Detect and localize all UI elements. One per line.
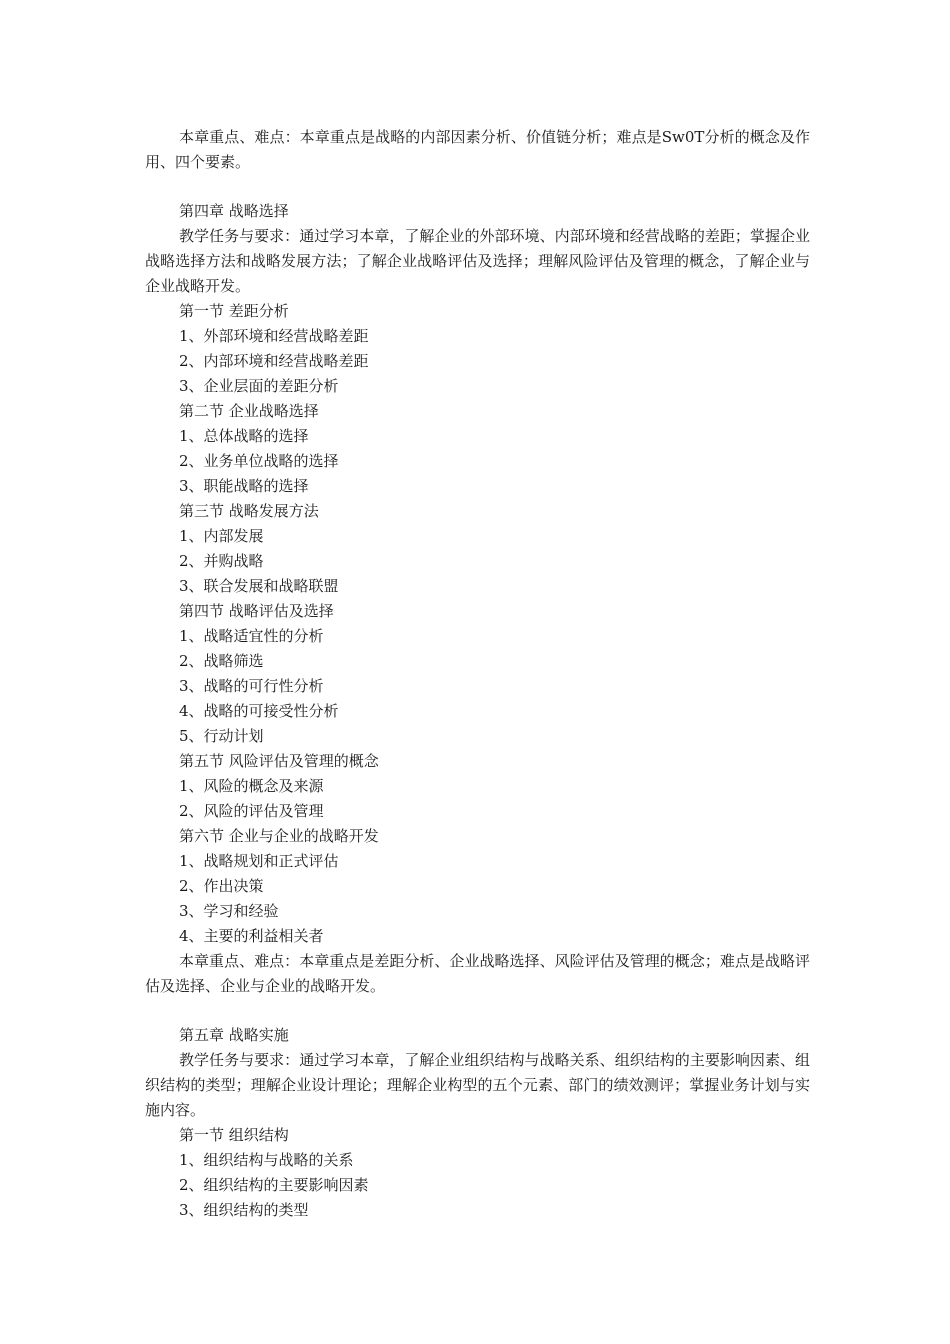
- section-heading: 第三节 战略发展方法: [179, 502, 319, 520]
- section-heading: 第六节 企业与企业的战略开发: [179, 827, 379, 845]
- outline-item: 1、组织结构与战略的关系: [179, 1151, 354, 1169]
- chapter4-outline: [145, 299, 810, 949]
- outline-item: 3、职能战略的选择: [179, 477, 309, 495]
- section-heading: 第一节 差距分析: [179, 302, 289, 320]
- section-heading: 第二节 企业战略选择: [179, 402, 319, 420]
- outline-item: 4、主要的利益相关者: [179, 927, 324, 945]
- outline-item: 1、战略规划和正式评估: [179, 852, 339, 870]
- document-page: [145, 125, 810, 1223]
- section-heading: 第四节 战略评估及选择: [179, 602, 334, 620]
- outline-item: 1、总体战略的选择: [179, 427, 309, 445]
- section-heading: 第五节 风险评估及管理的概念: [179, 752, 379, 770]
- outline-item: 2、业务单位战略的选择: [179, 452, 339, 470]
- chapter5-outline: [145, 1123, 810, 1223]
- chapter5-requirements: 教学任务与要求：通过学习本章，了解企业组织结构与战略关系、组织结构的主要影响因素、组织结构的类型；理解企业设计理论；理解企业构型的五个元素、部门的绩效测评；掌握业务计划与实施内容。: [145, 1051, 810, 1119]
- outline-item: 3、战略的可行性分析: [179, 677, 324, 695]
- outline-item: 1、战略适宜性的分析: [179, 627, 324, 645]
- outline-item: 1、外部环境和经营战略差距: [179, 327, 369, 345]
- outline-item: 3、组织结构的类型: [179, 1201, 309, 1219]
- chapter5-title: 第五章 战略实施: [179, 1026, 289, 1044]
- spacer: [145, 999, 810, 1023]
- outline-item: 2、战略筛选: [179, 652, 264, 670]
- outline-item: 3、企业层面的差距分析: [179, 377, 339, 395]
- outline-item: 2、作出决策: [179, 877, 264, 895]
- outline-item: 1、风险的概念及来源: [179, 777, 324, 795]
- outline-item: 2、风险的评估及管理: [179, 802, 324, 820]
- outline-item: 5、行动计划: [179, 727, 264, 745]
- outline-item: 2、内部环境和经营战略差距: [179, 352, 369, 370]
- outline-item: 1、内部发展: [179, 527, 264, 545]
- outline-item: 2、并购战略: [179, 552, 264, 570]
- chapter4-title: 第四章 战略选择: [179, 202, 289, 220]
- chapter3-summary: 本章重点、难点：本章重点是战略的内部因素分析、价值链分析；难点是Sw0T分析的概念及作用、四个要素。: [145, 128, 810, 171]
- outline-item: 4、战略的可接受性分析: [179, 702, 339, 720]
- section-heading: 第一节 组织结构: [179, 1126, 289, 1144]
- chapter4-summary: 本章重点、难点：本章重点是差距分析、企业战略选择、风险评估及管理的概念；难点是战略评估及选择、企业与企业的战略开发。: [145, 952, 810, 995]
- outline-item: 3、联合发展和战略联盟: [179, 577, 339, 595]
- outline-item: 2、组织结构的主要影响因素: [179, 1176, 369, 1194]
- chapter4-requirements: 教学任务与要求：通过学习本章，了解企业的外部环境、内部环境和经营战略的差距；掌握企业战略选择方法和战略发展方法；了解企业战略评估及选择；理解风险评估及管理的概念，了解企业与企业战略开发。: [145, 227, 810, 295]
- outline-item: 3、学习和经验: [179, 902, 279, 920]
- spacer: [145, 175, 810, 199]
